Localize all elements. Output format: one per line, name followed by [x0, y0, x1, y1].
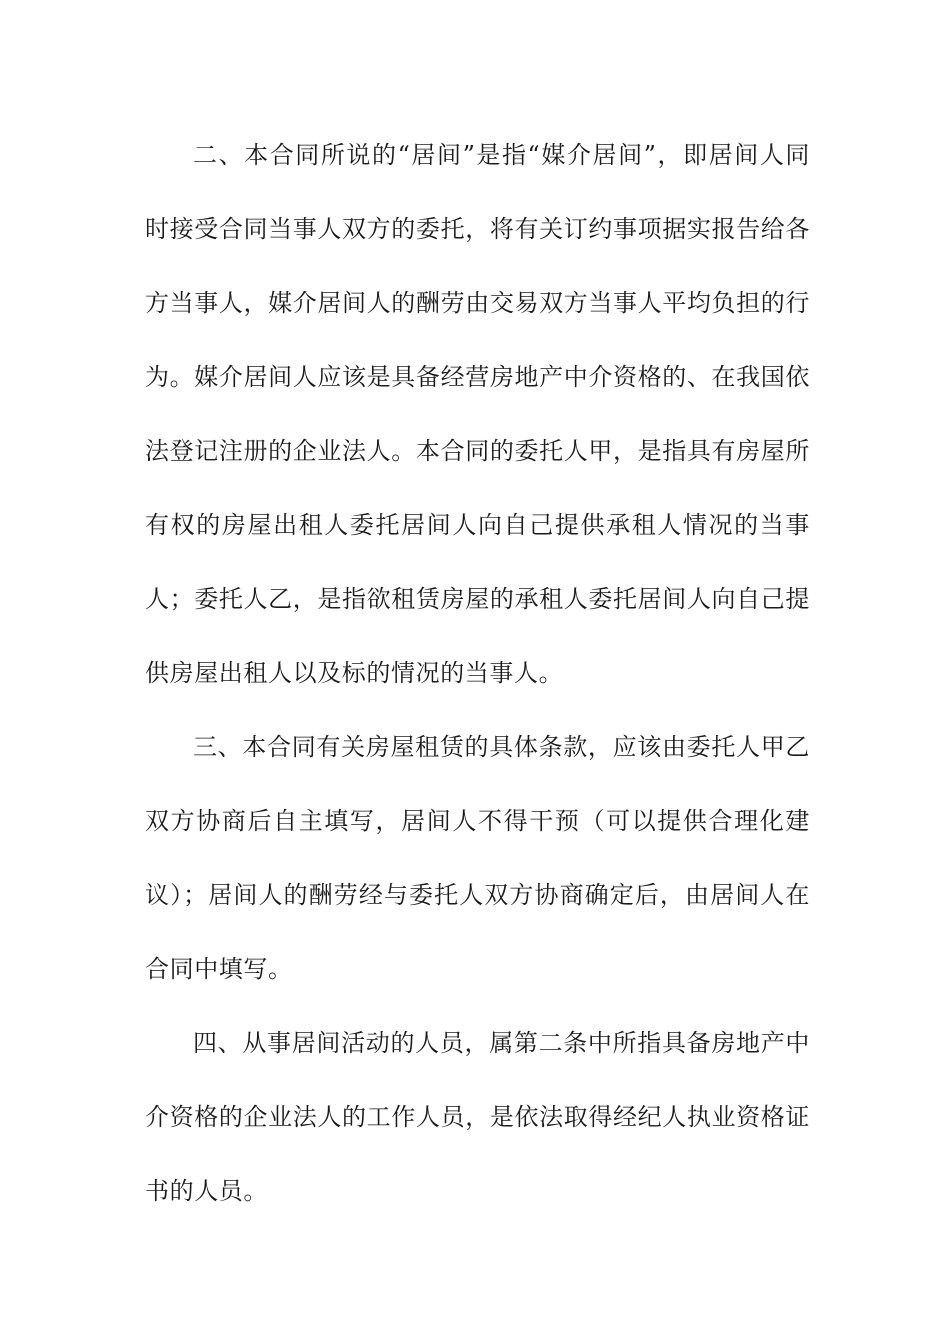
paragraph-clause-4: 四、从事居间活动的人员，属第二条中所指具备房地产中介资格的企业法人的工作人员，是依法取得经纪人执业资格证书的人员。 — [145, 1029, 810, 1205]
paragraph-clause-3: 三、本合同有关房屋租赁的具体条款，应该由委托人甲乙双方协商后自主填写，居间人不得干预（可以提供合理化建议）；居间人的酬劳经与委托人双方协商确定后，由居间人在合同中填写。 — [145, 733, 810, 983]
paragraph-clause-2: 二、本合同所说的“居间”是指“媒介居间”，即居间人同时接受合同当事人双方的委托，将有关订约事项据实报告给各方当事人，媒介居间人的酬劳由交易双方当事人平均负担的行为。媒介居间人应该是具备经营房地产中介资格的、在我国依法登记注册的企业法人。本合同的委托人甲，是指具有房屋所有权的房屋出租人委托居间人向自己提供承租人情况的当事人；委托人乙，是指欲租赁房屋的承租人委托居间人向自己提供房屋出租人以及标的情况的当事人。 — [145, 141, 810, 687]
document-body — [145, 118, 810, 1228]
